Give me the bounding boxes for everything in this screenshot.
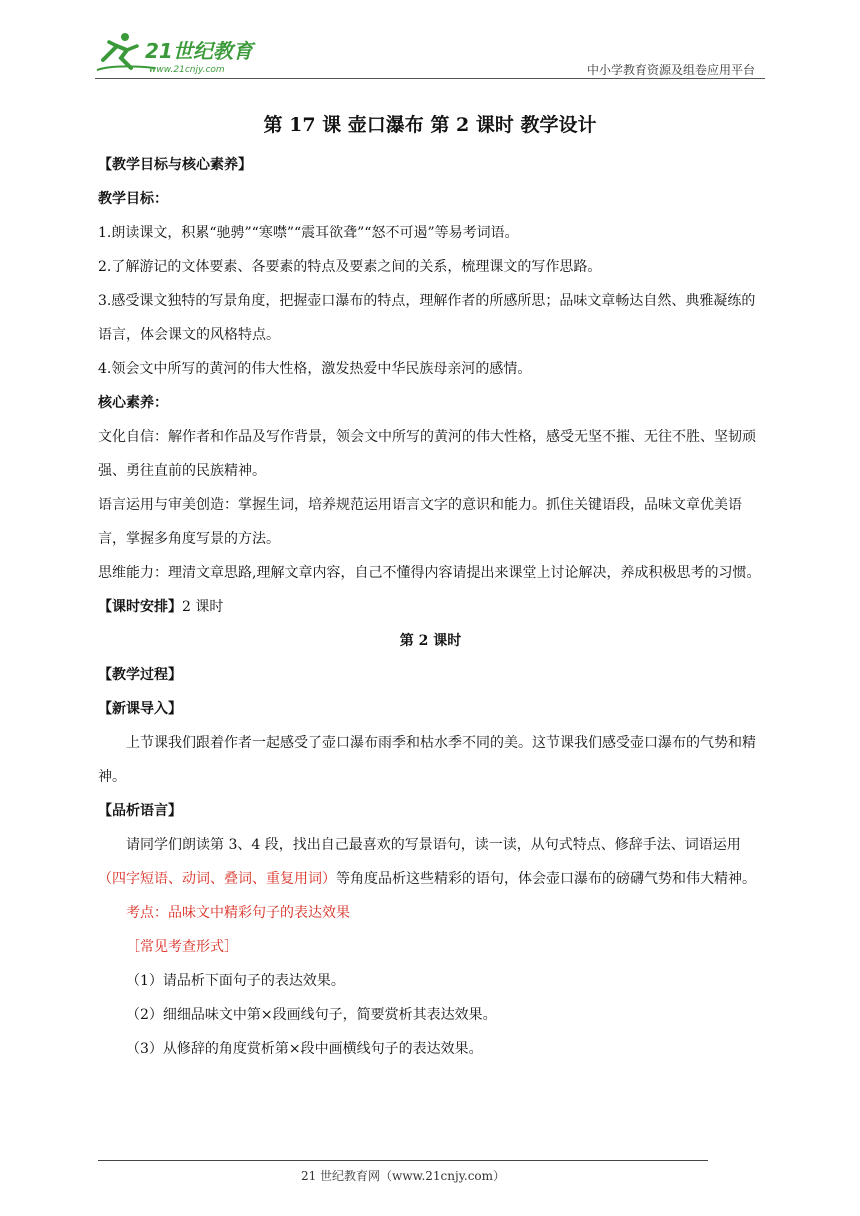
footer-divider	[98, 1160, 708, 1161]
form-item: （2）细细品味文中第×段画线句子，简要赏析其表达效果。	[126, 1007, 497, 1023]
process-heading: 【教学过程】	[98, 667, 182, 683]
forms-label: ［常见考查形式］	[126, 939, 238, 955]
analysis-text	[98, 828, 763, 896]
site-logo	[95, 28, 265, 76]
analysis-highlight: （四字短语、动词、叠词、重复用词）	[98, 871, 336, 887]
analysis-heading: 【品析语言】	[98, 803, 182, 819]
schedule-value: 2 课时	[182, 599, 224, 615]
form-item: （1）请品析下面句子的表达效果。	[126, 973, 345, 989]
logo-sub-text: www.21cnjy.com	[149, 65, 225, 75]
goal-item: 2.了解游记的文体要素、各要素的特点及要素之间的关系，梳理课文的写作思路。	[98, 259, 602, 275]
core-item: 语言运用与审美创造：掌握生词，培养规范运用语言文字的意识和能力。抓住关键语段，品味文章优美语言，掌握多角度写景的方法。	[98, 497, 742, 547]
document-title: 第 17 课 壶口瀑布 第 2 课时 教学设计	[263, 114, 597, 136]
analysis-text-start: 请同学们朗读第 3、4 段，找出自己最喜欢的写景语句，读一读，从句式特点、修辞手法、词语运用	[126, 837, 741, 853]
goals-label: 教学目标：	[98, 191, 168, 207]
goals-heading: 【教学目标与核心素养】	[98, 157, 252, 173]
schedule-label: 【课时安排】	[98, 599, 182, 615]
core-item: 文化自信：解作者和作品及写作背景，领会文中所写的黄河的伟大性格，感受无坚不摧、无往不胜、坚韧顽强、勇往直前的民族精神。	[98, 429, 756, 479]
exam-point: 考点：品味文中精彩句子的表达效果	[126, 905, 350, 921]
platform-name: 中小学教育资源及组卷应用平台	[586, 63, 755, 77]
page-header	[95, 28, 765, 80]
goal-item: 4.领会文中所写的黄河的伟大性格，激发热爱中华民族母亲河的感情。	[98, 361, 532, 377]
schedule-line	[98, 590, 763, 624]
form-item: （3）从修辞的角度赏析第×段中画横线句子的表达效果。	[126, 1041, 483, 1057]
document-body	[98, 148, 763, 1066]
core-item: 思维能力：理清文章思路,理解文章内容，自己不懂得内容请提出来课堂上讨论解决，养成积极思考的习惯。	[98, 565, 761, 581]
header-divider	[95, 78, 765, 79]
goal-item: 3.感受课文独特的写景角度，把握壶口瀑布的特点，理解作者的所感所思；品味文章畅达自然、典雅凝练的语言，体会课文的风格特点。	[98, 293, 756, 343]
intro-heading: 【新课导入】	[98, 701, 182, 717]
analysis-text-end: 等角度品析这些精彩的语句，体会壶口瀑布的磅礴气势和伟大精神。	[336, 871, 756, 887]
page-footer: 21 世纪教育网（www.21cnjy.com）	[300, 1169, 506, 1183]
logo-main-text: 21世纪教育	[145, 39, 253, 63]
lesson-heading: 第 2 课时	[399, 633, 462, 649]
core-label: 核心素养：	[98, 395, 168, 411]
intro-text: 上节课我们跟着作者一起感受了壶口瀑布雨季和枯水季不同的美。这节课我们感受壶口瀑布的气势和精神。	[98, 735, 756, 785]
goal-item: 1.朗读课文，积累“驰骋”“寒噤”“震耳欲聋”“怒不可遏”等易考词语。	[98, 225, 519, 241]
